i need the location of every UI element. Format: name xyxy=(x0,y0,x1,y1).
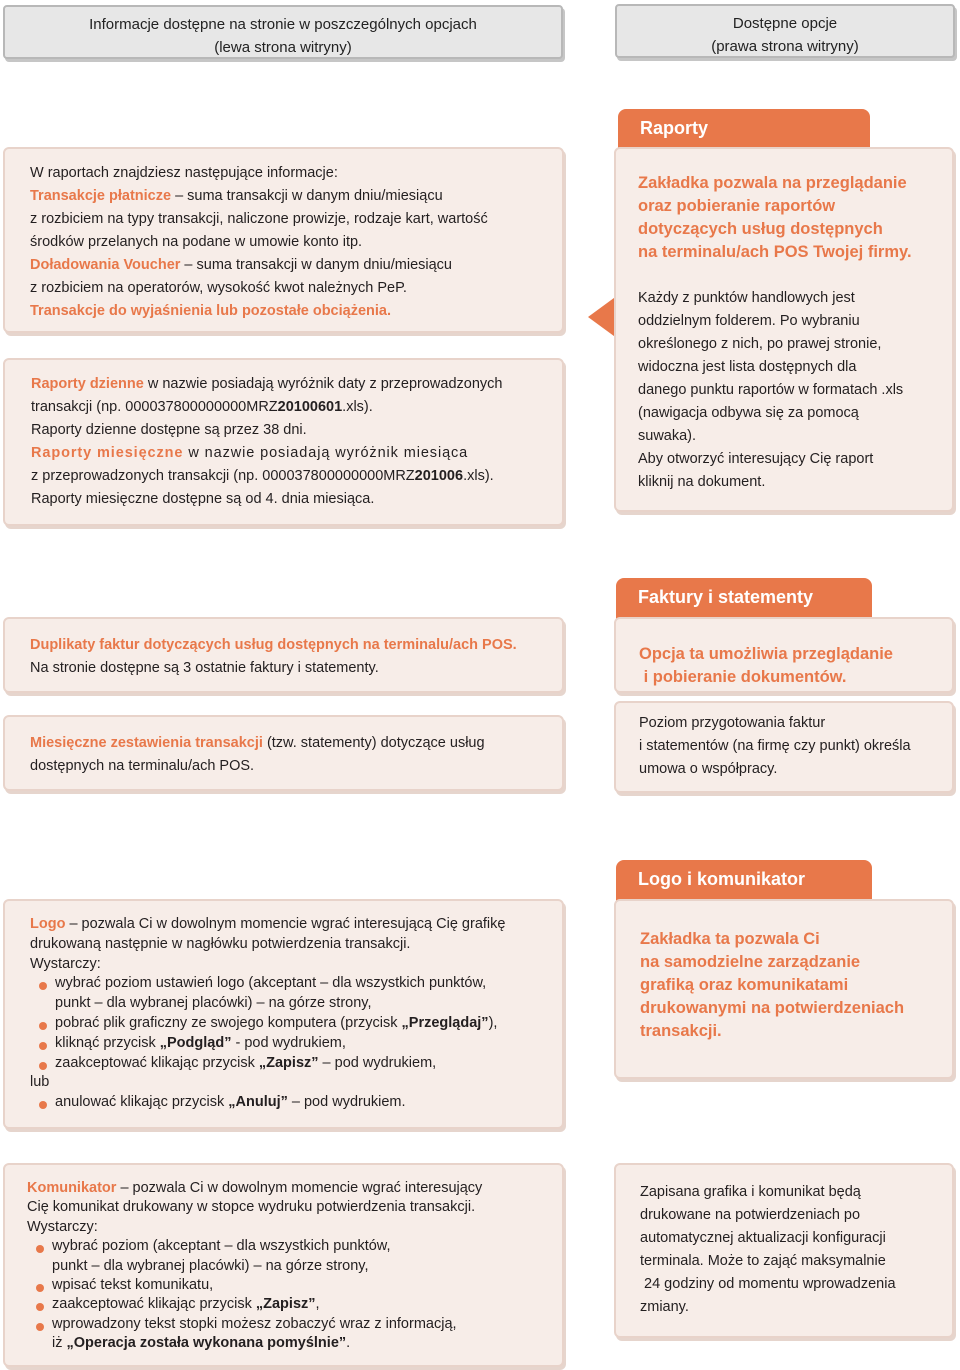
transakcje-platnicze-label: Transakcje płatnicze xyxy=(30,188,172,204)
komunikator-bullet-2-text: wpisać tekst komunikatu, xyxy=(52,1277,214,1294)
faktury-level-text xyxy=(639,712,951,781)
logo-text1: – pozwala Ci w dowolnym momencie wgrać interesującą Cię grafikę xyxy=(65,916,506,932)
bullet-icon xyxy=(39,982,47,990)
logo-bullet-1 xyxy=(30,974,560,1014)
raporty-dzienne-example xyxy=(31,396,543,419)
komunikator-bullet-1a: wybrać poziom (akceptant – dla wszystkich punktów, xyxy=(52,1238,391,1255)
logo-heading-line1: Zakładka ta pozwala Ci xyxy=(640,930,820,948)
komunikator-line1 xyxy=(27,1179,557,1198)
przegladaj-button-label: „Przeglądaj” xyxy=(401,1014,489,1031)
zestawienia-text1: (tzw. statementy) dotyczące usług xyxy=(262,735,485,751)
faktury-desc-heading xyxy=(639,643,949,689)
faktury-level-line3: umowa o współpracy. xyxy=(639,761,778,777)
logo-info-line5: 24 godziny od momentu wprowadzenia xyxy=(640,1276,896,1292)
left-column-header xyxy=(3,5,563,59)
transakcje-platnicze-text1: – suma transakcji w danym dniu/miesiącu xyxy=(171,188,443,204)
raporty-desc-line9: kliknij na dokument. xyxy=(638,474,766,490)
right-column-header xyxy=(615,4,955,58)
raporty-miesieczne-example xyxy=(31,465,543,488)
logo-line1 xyxy=(30,915,560,935)
komunikator-bullet-3a: zaakceptować klikając przycisk xyxy=(52,1296,256,1313)
raporty-heading-line3: dotyczących usług dostępnych xyxy=(638,220,883,238)
raporty-info-text xyxy=(30,162,538,323)
logo-bullet-4c: – pod wydrukiem, xyxy=(318,1054,437,1071)
logo-bullet-3c: - pod wydrukiem, xyxy=(231,1034,346,1051)
logo-bullet-2 xyxy=(30,1014,560,1034)
raporty-miesieczne-text2c: .xls). xyxy=(463,468,494,484)
duplikaty-label: Duplikaty faktur dotyczących usług dostępnych na terminalu/ach POS. xyxy=(30,637,517,653)
bullet-icon xyxy=(39,1022,47,1030)
faktury-level-line2: i statementów (na firmę czy punkt) określa xyxy=(639,738,911,754)
komunikator-success-message: „Operacja została wykonana pomyślnie” xyxy=(66,1335,347,1352)
raporty-miesieczne-line xyxy=(31,442,543,465)
raporty-dzienne-text1: w nazwie posiadają wyróżnik daty z przeprowadzonych xyxy=(143,376,503,392)
logo-bullet-1b: punkt – dla wybranej placówki) – na górze strony, xyxy=(55,995,372,1012)
raporty-miesieczne-label: Raporty miesięczne xyxy=(31,445,184,461)
logo-heading-line5: transakcji. xyxy=(640,1022,722,1040)
raporty-dzienne-date: 20100601 xyxy=(277,399,343,415)
komunikator-zapisz-label: „Zapisz” xyxy=(255,1296,316,1313)
logo-bullet-5c: – pod wydrukiem. xyxy=(287,1094,406,1111)
komunikator-bullet-4-line2 xyxy=(52,1334,557,1353)
logo-bullet-2a: pobrać plik graficzny ze swojego komputera (przycisk xyxy=(55,1014,402,1031)
raporty-desc-line7: suwaka). xyxy=(638,428,697,444)
logo-info-line2: drukowane na potwierdzeniach po xyxy=(640,1207,861,1223)
raporty-dzienne-line xyxy=(31,373,543,396)
komunikator-bullet-2 xyxy=(27,1276,557,1295)
raporty-desc-line4: widoczna jest lista dostępnych dla xyxy=(638,359,857,375)
komunikator-text1: – pozwala Ci w dowolnym momencie wgrać interesujący xyxy=(116,1180,483,1196)
podglad-button-label: „Podgląd” xyxy=(159,1034,232,1051)
komunikator-text3: Wystarczy: xyxy=(27,1218,98,1235)
raporty-desc-line5: danego punktu raportów w formatach .xls xyxy=(638,382,904,398)
komunikator-bullet-1b: punkt – dla wybranej placówki) – na górze strony, xyxy=(52,1257,369,1274)
zestawienia-text2: dostępnych na terminalu/ach POS. xyxy=(30,758,255,774)
logo-heading-line3: grafiką oraz komunikatami xyxy=(640,976,849,994)
raporty-miesieczne-text1: w nazwie posiadają wyróżnik miesiąca xyxy=(183,445,469,461)
komunikator-bullet-4d: . xyxy=(346,1335,351,1352)
faktury-level-line1: Poziom przygotowania faktur xyxy=(639,715,826,731)
duplikaty-text xyxy=(30,634,560,680)
faktury-heading-line1: Opcja ta umożliwia przeglądanie xyxy=(639,645,893,663)
raporty-miesieczne-text2a: z przeprowadzonych transakcji (np. 000037800000000MRZ xyxy=(31,468,415,484)
komunikator-bullet-4a: wprowadzony tekst stopki możesz zobaczyć wraz z informacją, xyxy=(52,1315,457,1332)
logo-text2: drukowaną następnie w nagłówku potwierdzenia transakcji. xyxy=(30,935,411,952)
raporty-desc-line1: Każdy z punktów handlowych jest xyxy=(638,290,855,306)
raporty-dzienne-text2a: transakcji (np. 000037800000000MRZ xyxy=(31,399,278,415)
logo-info-line1: Zapisana grafika i komunikat będą xyxy=(640,1184,861,1200)
komunikator-bullet-3c: , xyxy=(315,1296,320,1313)
doladowania-text2: z rozbiciem na operatorów, wysokość kwot należnych PeP. xyxy=(30,280,407,296)
logo-info-line3: automatycznej aktualizacji konfiguracji xyxy=(640,1230,886,1246)
logo-bullet-5 xyxy=(30,1093,560,1113)
raporty-desc-line2: oddzielnym folderem. Po wybraniu xyxy=(638,313,860,329)
komunikator-text2: Cię komunikat drukowany w stopce wydruku potwierdzenia transakcji. xyxy=(27,1199,476,1216)
raporty-desc-line6: (nawigacja odbywa się za pomocą xyxy=(638,405,859,421)
raporty-dzienne-label: Raporty dzienne xyxy=(31,376,144,392)
bullet-icon xyxy=(39,1101,47,1109)
logo-bullet-2c: ), xyxy=(488,1014,498,1031)
raporty-dzienne-text3: Raporty dzienne dostępne są przez 38 dni. xyxy=(31,422,307,438)
doladowania-label: Doładowania Voucher xyxy=(30,257,181,273)
raporty-desc-text xyxy=(638,287,948,494)
logo-bullet-5a: anulować klikając przycisk xyxy=(55,1094,229,1111)
transakcje-platnicze-text3: środków przelanych na podane w umowie konto itp. xyxy=(30,234,363,250)
logo-info-line6: zmiany. xyxy=(640,1299,689,1315)
logo-desc-heading xyxy=(640,928,945,1043)
logo-bullet-1a: wybrać poziom ustawień logo (akceptant – dla wszystkich punktów, xyxy=(55,975,487,992)
faktury-heading-line2: i pobieranie dokumentów. xyxy=(639,668,847,686)
left-header-line2: (lewa strona witryny) xyxy=(214,39,352,56)
transakcje-platnicze-text2: z rozbiciem na typy transakcji, naliczone prowizje, rodzaje kart, wartość xyxy=(30,211,488,227)
right-header-line2: (prawa strona witryny) xyxy=(711,38,859,55)
raporty-heading-line2: oraz pobieranie raportów xyxy=(638,197,836,215)
raporty-desc-heading xyxy=(638,172,948,264)
bullet-icon xyxy=(36,1323,44,1331)
logo-bullet-3 xyxy=(30,1034,560,1054)
komunikator-bullet-1 xyxy=(27,1237,557,1276)
zapisz-button-label: „Zapisz” xyxy=(258,1054,319,1071)
logo-label: Logo xyxy=(30,916,66,932)
komunikator-bullet-4 xyxy=(27,1315,557,1354)
logo-info-text xyxy=(640,1181,950,1319)
zestawienia-label: Miesięczne zestawienia transakcji xyxy=(30,735,263,751)
anuluj-button-label: „Anuluj” xyxy=(228,1094,288,1111)
transakcje-do-wyjasnienia: Transakcje do wyjaśnienia lub pozostałe obciążenia. xyxy=(30,303,392,319)
komunikator-label: Komunikator xyxy=(27,1180,117,1196)
komunikator-text xyxy=(27,1179,557,1354)
logo-bullet-4a: zaakceptować klikając przycisk xyxy=(55,1054,259,1071)
left-header-line1: Informacje dostępne na stronie w poszczególnych opcjach xyxy=(89,16,477,33)
raporty-dzienne-text2c: .xls). xyxy=(342,399,373,415)
transakcje-platnicze-line xyxy=(30,185,538,208)
zestawienia-line1 xyxy=(30,732,537,755)
right-header-line1: Dostępne opcje xyxy=(732,15,838,32)
komunikator-bullet-4b: iż xyxy=(52,1335,67,1352)
raporty-names-text xyxy=(31,373,543,511)
raporty-heading-line4: na terminalu/ach POS Twojej firmy. xyxy=(638,243,912,261)
doladowania-text1: – suma transakcji w danym dniu/miesiącu xyxy=(180,257,452,273)
logo-bullet-4 xyxy=(30,1054,560,1074)
raporty-miesieczne-date: 201006 xyxy=(414,468,464,484)
tab-logo-komunikator[interactable]: Logo i komunikator xyxy=(616,860,872,902)
raporty-miesieczne-text3: Raporty miesięczne dostępne są od 4. dnia miesiąca. xyxy=(31,491,375,507)
doladowania-line xyxy=(30,254,538,277)
bullet-icon xyxy=(39,1062,47,1070)
logo-heading-line2: na samodzielne zarządzanie xyxy=(640,953,861,971)
bullet-icon xyxy=(39,1042,47,1050)
logo-text xyxy=(30,915,560,1113)
zestawienia-text xyxy=(30,732,537,778)
logo-lub: lub xyxy=(30,1074,50,1091)
duplikaty-desc: Na stronie dostępne są 3 ostatnie faktury i statementy. xyxy=(30,660,379,676)
raporty-desc-line8: Aby otworzyć interesujący Cię raport xyxy=(638,451,874,467)
tab-faktury[interactable]: Faktury i statementy xyxy=(616,578,872,620)
komunikator-bullet-3 xyxy=(27,1295,557,1314)
logo-info-line4: terminala. Może to zająć maksymalnie xyxy=(640,1253,886,1269)
bullet-icon xyxy=(36,1303,44,1311)
logo-heading-line4: drukowanymi na potwierdzeniach xyxy=(640,999,905,1017)
bullet-icon xyxy=(36,1245,44,1253)
raporty-heading-line1: Zakładka pozwala na przeglądanie xyxy=(638,174,907,192)
raporty-intro: W raportach znajdziesz następujące informacje: xyxy=(30,165,338,181)
logo-text3: Wystarczy: xyxy=(30,955,101,972)
raporty-desc-line3: określonego z nich, po prawej stronie, xyxy=(638,336,882,352)
tab-raporty[interactable]: Raporty xyxy=(618,109,870,151)
bullet-icon xyxy=(36,1284,44,1292)
logo-bullet-3a: kliknąć przycisk xyxy=(55,1034,160,1051)
